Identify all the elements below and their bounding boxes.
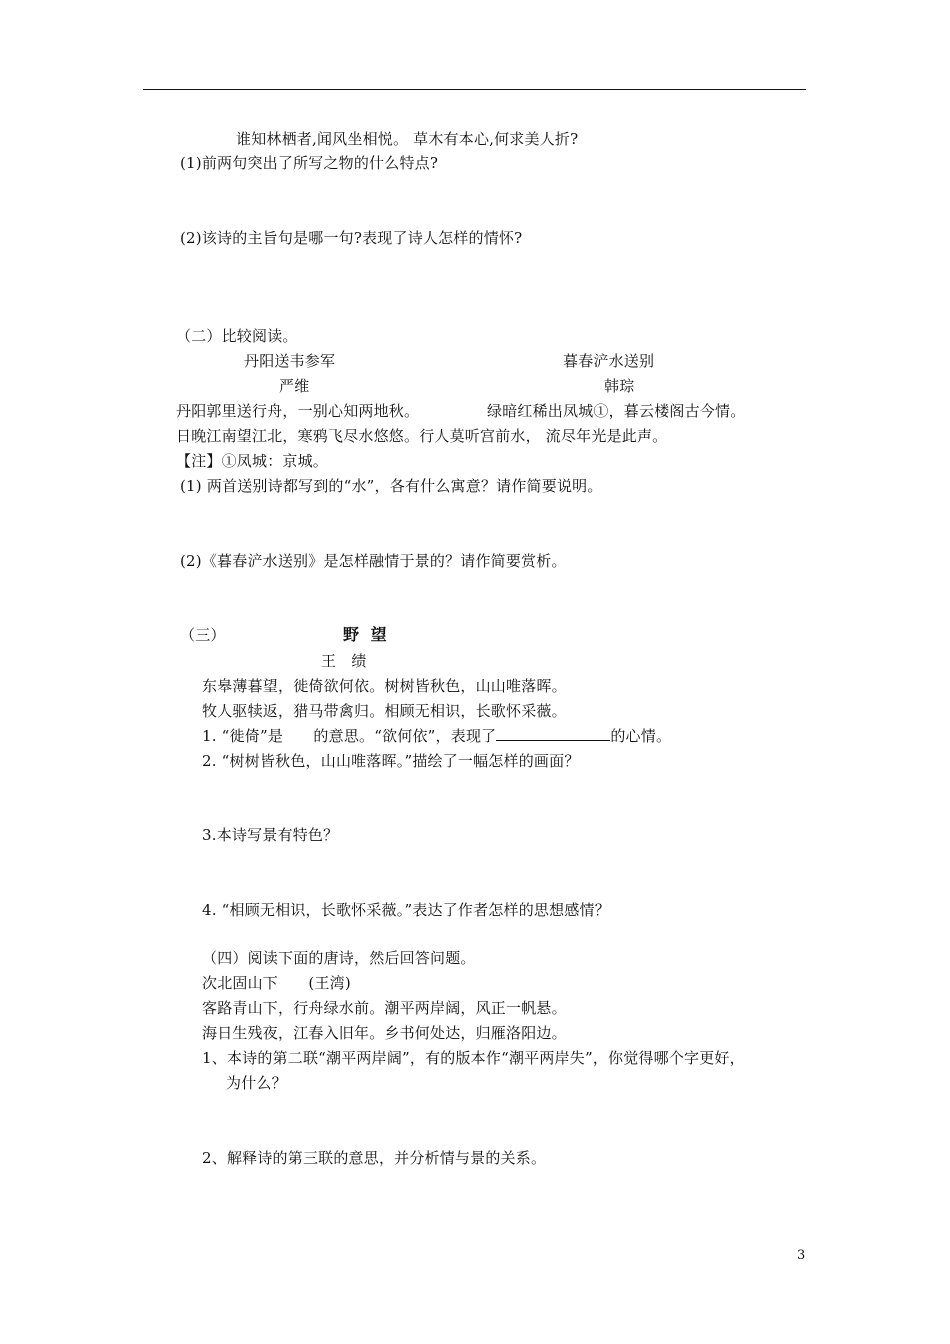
poem-line: 海日生残夜，江春入旧年。乡书何处达，归雁洛阳边。 [202, 1024, 567, 1042]
poem-line: 丹阳郭里送行舟，一别心知两地秋。 [176, 402, 420, 420]
question-2: 2. “树树皆秋色，山山唯落晖。”描绘了一幅怎样的画面？ [202, 752, 580, 770]
question-1-continued: 为什么？ [226, 1074, 287, 1092]
poem-line: 日晚江南望江北，寒鸦飞尽水悠悠。行人莫听宫前水， 流尽年光是此声。 [176, 427, 668, 445]
question-1: 1、本诗的第二联“潮平两岸阔”，有的版本作“潮平两岸失”，你觉得哪个字更好， [202, 1049, 745, 1067]
question-4: 4. “相顾无相识，长歌怀采薇。”表达了作者怎样的思想感情？ [202, 901, 610, 919]
question-1: (1) 两首送别诗都写到的“水”，各有什么寓意？请作简要说明。 [180, 477, 603, 495]
poem-title: 次北固山下 (王湾) [202, 974, 351, 992]
question-1: (1)前两句突出了所写之物的什么特点? [180, 154, 439, 172]
question-1-text: 1. “徙倚”是 的意思。“欲何依”，表现了 [202, 727, 497, 745]
poem-author: 韩琮 [604, 377, 635, 395]
section-heading: （四）阅读下面的唐诗，然后回答问题。 [202, 949, 476, 967]
page-number: 3 [797, 1248, 806, 1263]
answer-blank[interactable] [496, 726, 610, 741]
question-3: 3.本诗写景有特色？ [202, 826, 339, 844]
poem-line: 牧人驱犊返，猎马带禽归。相顾无相识，长歌怀采薇。 [202, 702, 567, 720]
poem-line: 谁知林栖者,闻风坐相悦。 草木有本心,何求美人折? [236, 130, 579, 148]
note: 【注】①凤城：京城。 [176, 452, 329, 470]
poem-title: 丹阳送韦参军 [244, 352, 336, 370]
question-2: (2)该诗的主旨句是哪一句?表现了诗人怎样的情怀? [180, 229, 523, 247]
question-1-tail: 的心情。 [610, 727, 672, 745]
header-rule [143, 89, 806, 90]
poem-title: 野 望 [343, 625, 390, 644]
poem-line: 东皋薄暮望，徙倚欲何依。树树皆秋色，山山唯落晖。 [202, 677, 567, 695]
question-1 [202, 726, 671, 746]
poem-title: 暮春浐水送别 [563, 352, 655, 370]
poem-line: 绿暗红稀出凤城①，暮云楼阁古今情。 [487, 402, 746, 420]
poem-author: 王 绩 [321, 652, 367, 670]
question-2: 2、解释诗的第三联的意思，并分析情与景的关系。 [202, 1149, 547, 1167]
poem-line: 客路青山下，行舟绿水前。潮平两岸阔，风正一帆悬。 [202, 999, 567, 1017]
poem-author: 严维 [279, 377, 310, 395]
question-2: (2)《暮春浐水送别》是怎样融情于景的？请作简要赏析。 [180, 552, 567, 570]
section-label: （三） [180, 626, 226, 644]
section-heading: （二）比较阅读。 [176, 327, 298, 345]
